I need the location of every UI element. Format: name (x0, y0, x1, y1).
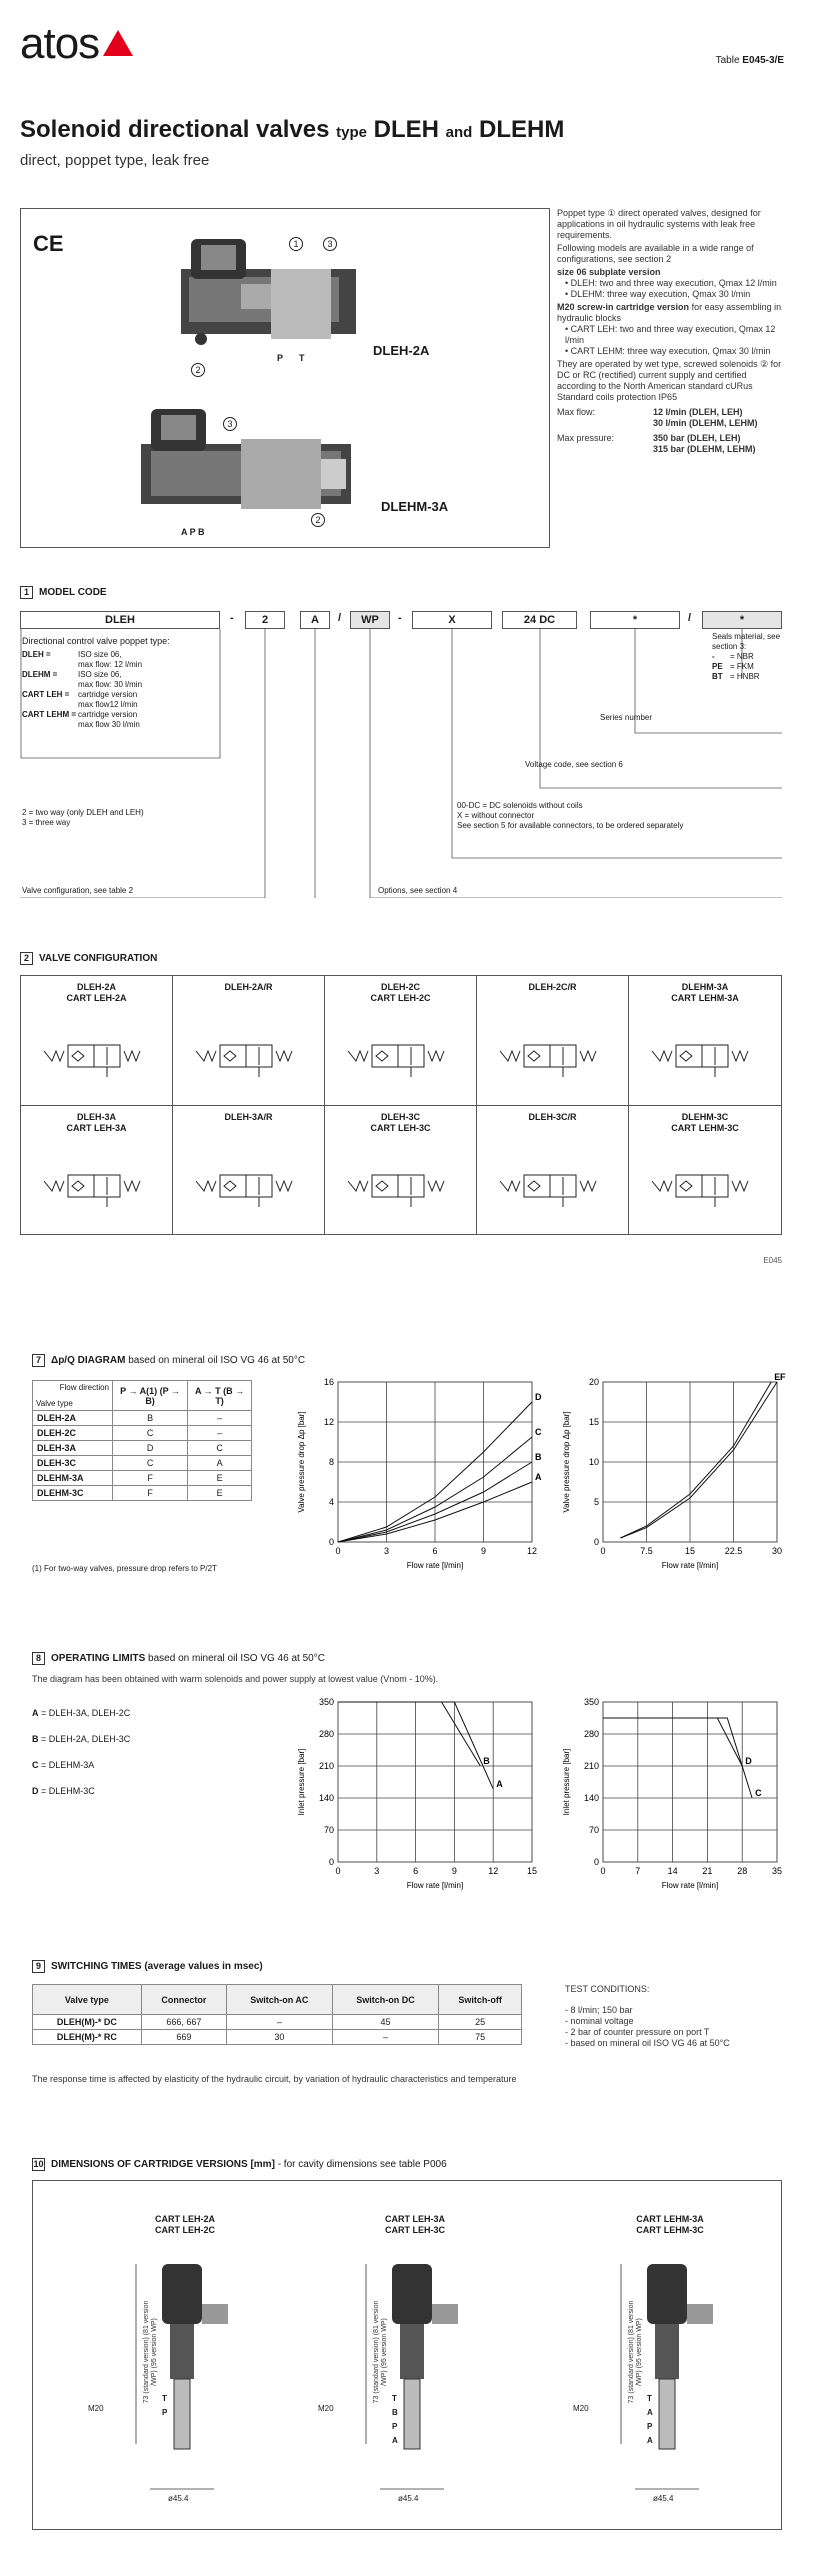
y-tick-label: 350 (318, 1697, 334, 1707)
x-tick-label: 0 (335, 1546, 341, 1556)
m20-label: M20 (318, 2404, 334, 2413)
switching-note: The response time is affected by elasticity of the hydraulic circuit, by variation of hydraulic characteristics and temperature (32, 2074, 517, 2084)
y-tick-label: 140 (583, 1793, 599, 1803)
dim-vertical: 73 (standard version) (81 version /WP) (95 version WP) (628, 2300, 643, 2404)
series-line-E (620, 1382, 771, 1538)
x-tick-label: 15 (684, 1546, 696, 1556)
cart-title-2: CART LEHM-3C (636, 2225, 704, 2235)
table-row (33, 1426, 252, 1441)
section-9-header: 9 SWITCHING TIMES (average values in msec) (32, 1960, 263, 1973)
y-tick-label: 12 (323, 1417, 334, 1427)
intro-h2: M20 screw-in cartridge version for easy assembling in hydraulic blocks (557, 302, 782, 323)
cartridge-svg (595, 2244, 745, 2504)
table-row (33, 1411, 252, 1426)
series-label: C (535, 1427, 542, 1437)
seals-ref: Seals material, see section 3: - = NBR PE = FKM BT = HNBR (712, 632, 781, 681)
x-axis-label: Flow rate [l/min] (406, 1881, 464, 1890)
x-axis-label: Flow rate [l/min] (406, 1561, 464, 1570)
intro-b3: • CART LEH: two and three way execution, Qmax 12 l/min (565, 324, 776, 345)
table-reference: Table E045-3/E (715, 55, 784, 66)
dleh-2a-illustration (141, 229, 381, 359)
way-2: 2 = two way (only DLEH and LEH) (22, 808, 144, 817)
ol-chart-2 (555, 1690, 795, 1910)
table-cell: F (113, 1486, 188, 1501)
x-tick-label: 30 (771, 1546, 783, 1556)
table-row (33, 1486, 252, 1501)
table-header: Connector (141, 1985, 226, 2015)
cartridge-drawing (318, 2214, 490, 2514)
valve-symbol (42, 1031, 152, 1081)
config-label: DLEH-2A (76, 982, 116, 992)
config-label: DLEH-2C (380, 982, 420, 992)
y-tick-label: 70 (323, 1825, 334, 1835)
x-axis-label: Flow rate [l/min] (661, 1561, 719, 1570)
valve-symbol (194, 1031, 304, 1081)
ports-apb: A P B (181, 527, 205, 537)
callout-1: 1 (289, 237, 303, 251)
page-title: Solenoid directional valves type DLEH and DLEHM (20, 116, 565, 143)
valve-symbol (650, 1031, 760, 1081)
dp-note: (1) For two-way valves, pressure drop refers to P/2T (32, 1564, 217, 1573)
port-label: A (647, 2436, 653, 2445)
valve-symbol (194, 1161, 304, 1211)
table-cell: B (113, 1411, 188, 1426)
dim-vertical: 73 (standard version) (81 version /WP) (95 version WP) (143, 2300, 158, 2404)
y-tick-label: 16 (323, 1377, 334, 1387)
valve-symbol (498, 1031, 608, 1081)
test-conditions: TEST CONDITIONS: - 8 l/min; 150 bar - nominal voltage - 2 bar of counter pressure on port T - based on mineral oil ISO VG 46 at 50°C (565, 1984, 730, 2048)
table-row (33, 1441, 252, 1456)
dp-table-corner: Flow direction Valve type (33, 1381, 113, 1411)
table-cell: D (113, 1441, 188, 1456)
code-slash2: / (688, 612, 692, 624)
series-label: F (780, 1372, 786, 1382)
y-tick-label: 10 (588, 1457, 599, 1467)
table-cell: DLEHM-3A (33, 1471, 113, 1486)
port-label: T (162, 2394, 167, 2403)
code-slash: / (338, 612, 342, 624)
valve-config-cell (173, 1106, 325, 1234)
config-label: DLEH-3C/R (528, 1112, 577, 1122)
config-label-cart: CART LEHM-3A (671, 993, 739, 1003)
callout-3b: 3 (223, 417, 237, 431)
port-label: P (162, 2408, 168, 2417)
max-flow: Max flow: 12 l/min (DLEH, LEH) 30 l/min (DLEHM, LEHM) (557, 407, 758, 428)
valve-symbol (498, 1161, 608, 1211)
x-tick-label: 35 (771, 1866, 783, 1876)
table-cell: C (113, 1456, 188, 1471)
options-ref: Options, see section 4 (378, 886, 458, 895)
y-axis-label: Valve pressure drop Δp [bar] (562, 1411, 571, 1513)
cart-title: CART LEH-2A (155, 2214, 215, 2224)
port-p: P (277, 353, 284, 363)
table-cell: 25 (439, 2015, 522, 2030)
series-label: E (774, 1372, 781, 1382)
series-label: D (535, 1392, 542, 1402)
valve-config-cell (477, 976, 629, 1106)
table-header: Valve type (33, 1985, 142, 2015)
code-cell-2: 2 (245, 611, 285, 629)
m20-label: M20 (573, 2404, 589, 2413)
series-label: D (745, 1756, 752, 1766)
config-label: DLEHM-3C (681, 1112, 729, 1122)
m20-label: M20 (88, 2404, 104, 2413)
label-dleh-2a: DLEH-2A (373, 343, 430, 358)
x-tick-label: 9 (451, 1866, 457, 1876)
y-tick-label: 0 (328, 1537, 334, 1547)
config-label-cart: CART LEH-2A (66, 993, 127, 1003)
intro-h1: size 06 subplate version (557, 267, 661, 277)
dp-th-at: A → T (B → T) (188, 1381, 252, 1411)
x-tick-label: 9 (480, 1546, 487, 1556)
x-tick-label: 6 (432, 1546, 438, 1556)
valve-conf-ref: Valve configuration, see table 2 (22, 886, 134, 895)
intro-text (557, 208, 782, 455)
series-ref: Series number (600, 713, 653, 722)
cartridge-svg (340, 2244, 490, 2504)
intro-b1: • DLEH: two and three way execution, Qmax 12 l/min (565, 278, 777, 288)
diameter-label: ø45.4 (168, 2494, 189, 2503)
y-tick-label: 210 (583, 1761, 599, 1771)
table-cell: – (332, 2030, 438, 2045)
section-7-header: 7 Δp/Q DIAGRAM based on mineral oil ISO VG 46 at 50°C (32, 1354, 305, 1367)
y-axis-label: Valve pressure drop Δp [bar] (297, 1411, 306, 1513)
port-label: T (647, 2394, 652, 2403)
table-cell: 669 (141, 2030, 226, 2045)
port-label: A (647, 2408, 653, 2417)
valve-symbol (346, 1161, 456, 1211)
y-axis-label: Inlet pressure [bar] (297, 1748, 306, 1816)
valve-symbol (346, 1031, 456, 1081)
config-label: DLEH-2A/R (224, 982, 273, 992)
x-tick-label: 0 (335, 1866, 341, 1876)
section-2-header: 2 VALVE CONFIGURATION (20, 952, 157, 965)
plot-area (338, 1702, 532, 1862)
table-cell: – (188, 1411, 252, 1426)
port-label: B (392, 2408, 398, 2417)
conn2: X = without connector (457, 811, 535, 820)
dp-th-pa: P → A(1) (P → B) (113, 1381, 188, 1411)
dim-vertical: 73 (standard version) (81 version /WP) (95 version WP) (373, 2300, 388, 2404)
series-label: A (535, 1472, 542, 1482)
valve-symbol (42, 1161, 152, 1211)
valve-config-cell (629, 1106, 781, 1234)
section-10-header: 10 DIMENSIONS OF CARTRIDGE VERSIONS [mm] - for cavity dimensions see table P006 (33, 2159, 447, 2170)
intro-b4: • CART LEHM: three way execution, Qmax 30 l/min (565, 346, 771, 356)
y-tick-label: 8 (328, 1457, 334, 1467)
config-label-cart: CART LEH-3C (370, 1123, 431, 1133)
switching-table (32, 1984, 522, 2045)
series-label: C (755, 1788, 762, 1798)
config-label: DLEH-3C (380, 1112, 420, 1122)
callout-2: 2 (191, 363, 205, 377)
config-label: DLEH-3A (76, 1112, 116, 1122)
code-cell-series: * (590, 611, 680, 629)
y-tick-label: 15 (588, 1417, 599, 1427)
x-tick-label: 7.5 (640, 1546, 653, 1556)
label-dlehm-3a: DLEHM-3A (381, 499, 449, 514)
x-tick-label: 0 (600, 1866, 606, 1876)
config-label-cart: CART LEHM-3C (671, 1123, 739, 1133)
callout-2b: 2 (311, 513, 325, 527)
diameter-label: ø45.4 (653, 2494, 674, 2503)
valve-config-cell (173, 976, 325, 1106)
table-row (33, 2030, 522, 2045)
cart-title-2: CART LEH-2C (155, 2225, 215, 2235)
cart-title: CART LEHM-3A (636, 2214, 704, 2224)
intro-p3: They are operated by wet type, screwed solenoids ② for DC or RC (rectified) current supply and certified according to the North American standard cURus (557, 359, 782, 391)
section-8-header: 8 OPERATING LIMITS based on mineral oil ISO VG 46 at 50°C (32, 1652, 325, 1665)
x-tick-label: 15 (526, 1866, 538, 1876)
diameter-label: ø45.4 (398, 2494, 419, 2503)
valve-config-cell (21, 976, 173, 1106)
x-tick-label: 12 (526, 1546, 538, 1556)
model-code (20, 608, 782, 898)
y-tick-label: 350 (583, 1697, 599, 1707)
table-cell: C (113, 1426, 188, 1441)
y-tick-label: 4 (328, 1497, 334, 1507)
dp-chart-2 (555, 1370, 795, 1590)
table-cell: 45 (332, 2015, 438, 2030)
valve-config-cell (21, 1106, 173, 1234)
table-row (33, 1456, 252, 1471)
y-tick-label: 0 (593, 1537, 599, 1547)
y-axis-label: Inlet pressure [bar] (562, 1748, 571, 1816)
code-dash2: - (398, 612, 402, 624)
ol-chart-1 (290, 1690, 550, 1910)
callout-3: 3 (323, 237, 337, 251)
y-tick-label: 5 (593, 1497, 599, 1507)
max-pressure: Max pressure: 350 bar (DLEH, LEH) 315 bar (DLEHM, LEHM) (557, 433, 756, 454)
dp-chart-1 (290, 1370, 550, 1590)
code-cell-a: A (300, 611, 330, 629)
conn3: See section 5 for available connectors, to be ordered separately (457, 821, 684, 830)
x-tick-label: 6 (413, 1866, 419, 1876)
intro-p1: Poppet type ① direct operated valves, designed for applications in oil hydraulic systems with leak free requirements. (557, 208, 761, 240)
port-label: A (392, 2436, 398, 2445)
table-row (33, 1471, 252, 1486)
product-image-box (20, 208, 550, 548)
port-label: P (647, 2422, 653, 2431)
logo-triangle-icon (101, 28, 135, 58)
code-cell-wp: WP (350, 611, 390, 629)
table-cell: E (188, 1471, 252, 1486)
port-label: T (392, 2394, 397, 2403)
limits-desc: The diagram has been obtained with warm solenoids and power supply at lowest value (Vnom - 10%). (32, 1674, 439, 1684)
limits-legend: A = DLEH-3A, DLEH-2C B = DLEH-2A, DLEH-3C C = DLEHM-3A D = DLEHM-3C (32, 1708, 131, 1796)
table-cell: DLEH-2C (33, 1426, 113, 1441)
intro-p2: Following models are available in a wide range of configurations, see section 2 (557, 243, 754, 264)
table-cell: DLEH(M)-* RC (33, 2030, 142, 2045)
x-axis-label: Flow rate [l/min] (661, 1881, 719, 1890)
page-subtitle: direct, poppet type, leak free (20, 152, 210, 169)
y-tick-label: 0 (328, 1857, 334, 1867)
config-label: DLEH-3A/R (224, 1112, 273, 1122)
cartridge-svg (110, 2244, 260, 2504)
table-cell: 30 (226, 2030, 332, 2045)
config-label: DLEHM-3A (681, 982, 729, 992)
plot-area (603, 1702, 777, 1862)
port-t: T (299, 353, 305, 363)
table-header: Switch-on DC (332, 1985, 438, 2015)
valve-config-cell (477, 1106, 629, 1234)
cartridge-drawing (573, 2214, 745, 2514)
y-tick-label: 70 (588, 1825, 599, 1835)
table-cell: DLEHM-3C (33, 1486, 113, 1501)
table-cell: A (188, 1456, 252, 1471)
table-cell: – (226, 2015, 332, 2030)
dcv-title: Directional control valve poppet type: (22, 636, 170, 646)
config-label-cart: CART LEH-3A (66, 1123, 127, 1133)
series-line-F (620, 1382, 777, 1538)
dp-table (32, 1380, 252, 1501)
series-label: A (496, 1778, 503, 1789)
model-defs: DLEH = ISO size 06, max flow: 12 l/min DLEHM = ISO size 06, max flow: 30 l/min CART LEH = cartridge version max flow12 l/min CART LEHM = cartridge version max flow 30 l/min (22, 650, 143, 729)
table-cell: 666, 667 (141, 2015, 226, 2030)
config-label-cart: CART LEH-2C (370, 993, 431, 1003)
table-row (33, 2015, 522, 2030)
ce-mark: CE (33, 231, 64, 256)
brand-logo: atos (20, 22, 135, 66)
y-tick-label: 280 (318, 1729, 334, 1739)
section-1-header: 1 MODEL CODE (20, 586, 107, 599)
table-cell: E (188, 1486, 252, 1501)
valve-config-cell (325, 1106, 477, 1234)
x-tick-label: 12 (488, 1866, 499, 1876)
dlehm-3a-illustration (121, 399, 361, 529)
cart-title-2: CART LEH-3C (385, 2225, 445, 2235)
table-cell: DLEH-3A (33, 1441, 113, 1456)
cart-title: CART LEH-3A (385, 2214, 445, 2224)
x-tick-label: 22.5 (724, 1546, 743, 1556)
way-3: 3 = three way (22, 818, 71, 827)
series-line-C (603, 1718, 752, 1798)
config-label: DLEH-2C/R (528, 982, 577, 992)
y-tick-label: 280 (583, 1729, 599, 1739)
code-cell-seals: * (702, 611, 782, 629)
x-tick-label: 28 (737, 1866, 748, 1876)
valve-config-cell (629, 976, 781, 1106)
series-label: B (483, 1756, 490, 1766)
valve-config-grid (20, 975, 782, 1235)
table-header: Switch-on AC (226, 1985, 332, 2015)
x-tick-label: 21 (702, 1866, 713, 1876)
valve-symbol (650, 1161, 760, 1211)
code-dash: - (230, 612, 234, 624)
x-tick-label: 7 (635, 1866, 641, 1876)
y-tick-label: 210 (318, 1761, 334, 1771)
x-tick-label: 0 (600, 1546, 606, 1556)
table-cell: DLEH-3C (33, 1456, 113, 1471)
voltage-ref: Voltage code, see section 6 (525, 760, 623, 769)
table-cell: DLEH-2A (33, 1411, 113, 1426)
table-cell: F (113, 1471, 188, 1486)
x-tick-label: 3 (374, 1866, 380, 1876)
cartridge-drawing (88, 2214, 260, 2514)
code-cell-dleh: DLEH (20, 611, 220, 629)
conn1: 00-DC = DC solenoids without coils (457, 801, 583, 810)
table-cell: 75 (439, 2030, 522, 2045)
x-tick-label: 3 (383, 1546, 390, 1556)
valve-config-cell (325, 976, 477, 1106)
port-label: P (392, 2422, 398, 2431)
table-header: Switch-off (439, 1985, 522, 2015)
intro-p4: Standard coils protection IP65 (557, 392, 678, 402)
series-label: B (535, 1452, 542, 1462)
table-cell: DLEH(M)-* DC (33, 2015, 142, 2030)
intro-b2: • DLEHM: three way execution, Qmax 30 l/min (565, 289, 751, 299)
code-cell-x: X (412, 611, 492, 629)
y-tick-label: 20 (588, 1377, 599, 1387)
code-cell-24dc: 24 DC (502, 611, 577, 629)
y-tick-label: 140 (318, 1793, 334, 1803)
figure-ref: E045 (763, 1256, 782, 1265)
x-tick-label: 14 (667, 1866, 678, 1876)
table-cell: C (188, 1441, 252, 1456)
y-tick-label: 0 (593, 1857, 599, 1867)
table-cell: – (188, 1426, 252, 1441)
